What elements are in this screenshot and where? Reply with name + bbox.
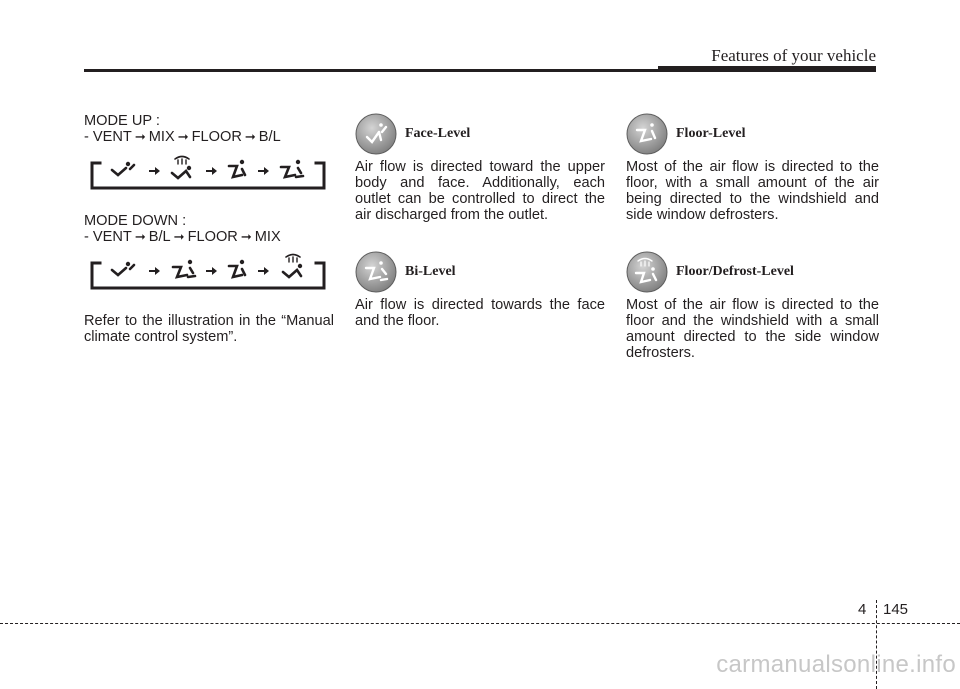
mode-description: Most of the air flow is directed to the floor and the windshield with a small amount directed to the side window defrosters.: [626, 297, 879, 361]
mode-description: Air flow is directed toward the upper body and face. Additionally, each outlet can be controlled to direct the air discharged from the outlet.: [355, 159, 605, 223]
mode-description: Most of the air flow is directed to the floor, with a small amount of the air being directed to the windshield and side window defrosters.: [626, 159, 879, 223]
header-rule-accent: [658, 66, 876, 72]
sequence-item: B/L: [148, 229, 171, 245]
sequence-item: B/L: [258, 129, 281, 145]
middle-column: [355, 113, 605, 329]
floor-mode-icon: [229, 160, 245, 177]
arrow-right-icon: [258, 167, 269, 175]
mode-up-sequence: [84, 129, 334, 145]
floor-defrost-level-icon: [626, 251, 668, 293]
page-number: 145: [883, 601, 909, 618]
mode-name: Face-Level: [405, 126, 471, 141]
sequence-item: MIX: [254, 229, 281, 245]
mode-down-sequence: [84, 229, 334, 245]
arrow-right-icon: [206, 267, 217, 275]
arrow-right-icon: ➞: [177, 129, 189, 144]
bilevel-mode-icon: [173, 260, 195, 277]
reference-text: Refer to the illustration in the “Manual climate control system”.: [84, 313, 334, 345]
floor-defrost-level-heading: [626, 247, 879, 297]
footer-rule: [0, 623, 960, 624]
floor-level-icon: [626, 113, 668, 155]
arrow-right-icon: ➞: [244, 129, 256, 144]
mode-name: Floor-Level: [676, 126, 746, 141]
sequence-item: - VENT: [84, 129, 132, 145]
mode-description: Air flow is directed towards the face and the floor.: [355, 297, 605, 329]
bilevel-mode-icon: [281, 160, 303, 177]
arrow-right-icon: ➞: [134, 229, 146, 244]
arrow-right-icon: ➞: [240, 229, 252, 244]
arrow-right-icon: [149, 167, 160, 175]
sequence-item: MIX: [148, 129, 175, 145]
mode-name: Bi-Level: [405, 264, 456, 279]
sequence-item: - VENT: [84, 229, 132, 245]
mode-name: Floor/Defrost-Level: [676, 264, 794, 279]
floor-mode-icon: [229, 260, 245, 277]
left-column: [84, 113, 334, 345]
bi-level-icon: [355, 251, 397, 293]
bi-level-heading: [355, 247, 605, 297]
arrow-right-icon: ➞: [173, 229, 185, 244]
arrow-right-icon: [206, 167, 217, 175]
mix-mode-icon: [172, 157, 191, 179]
vent-mode-icon: [112, 162, 134, 175]
page-header-title: Features of your vehicle: [711, 46, 876, 65]
right-column: [626, 113, 879, 361]
chapter-number: 4: [858, 601, 867, 618]
mode-down-illustration: [84, 251, 334, 293]
arrow-right-icon: [258, 267, 269, 275]
arrow-right-icon: [149, 267, 160, 275]
arrow-right-icon: ➞: [134, 129, 146, 144]
mix-mode-icon: [283, 255, 302, 278]
mode-down-label: MODE DOWN :: [84, 213, 187, 229]
mode-up-label: MODE UP :: [84, 113, 160, 129]
floor-level-heading: [626, 109, 879, 159]
vent-mode-icon: [112, 262, 134, 275]
mode-up-illustration: [84, 151, 334, 193]
sequence-item: FLOOR: [191, 129, 242, 145]
face-level-icon: [355, 113, 397, 155]
face-level-heading: [355, 109, 605, 159]
watermark: carmanualsonline.info: [716, 651, 956, 678]
sequence-item: FLOOR: [187, 229, 238, 245]
